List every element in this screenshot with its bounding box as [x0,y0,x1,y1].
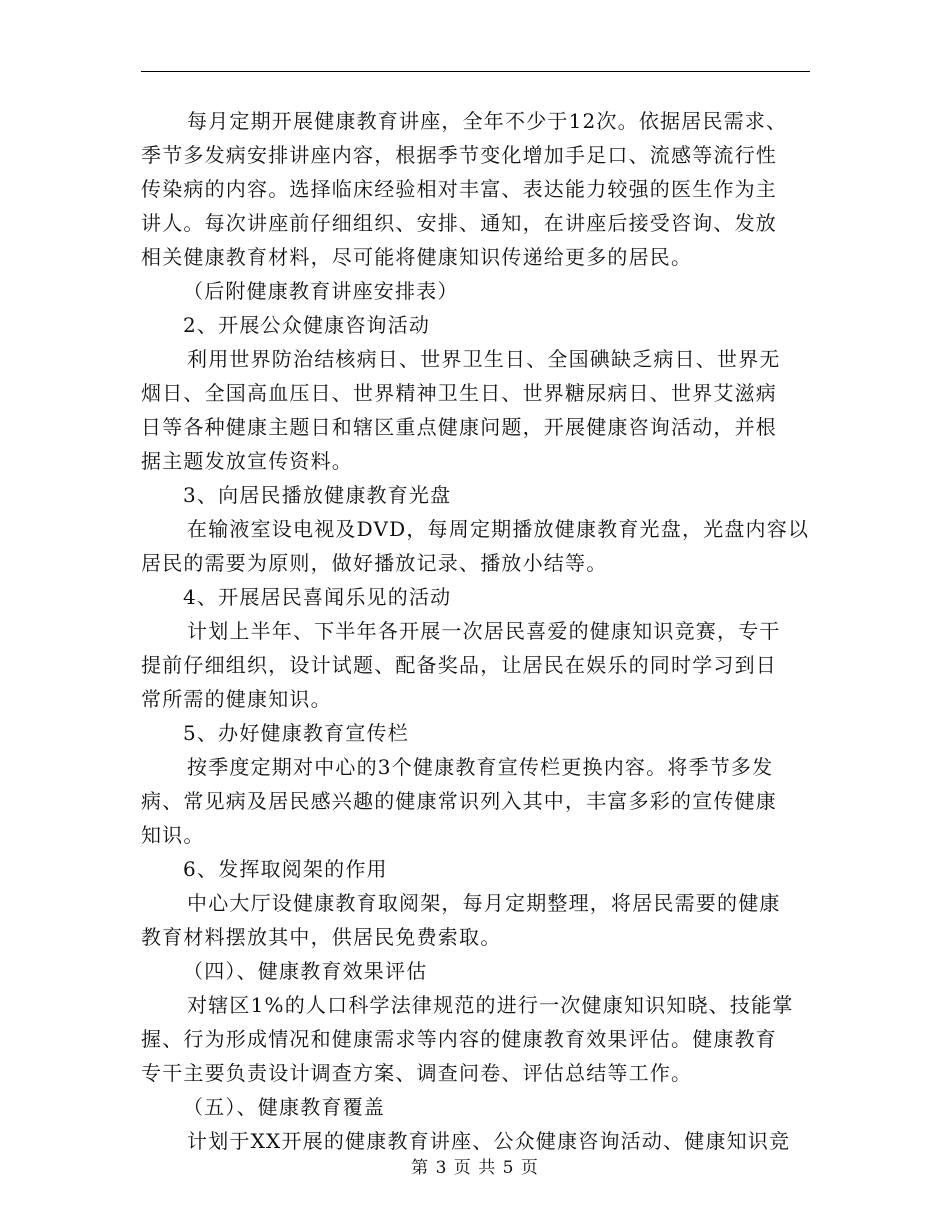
paragraph-line: 烟日、全国高血压日、世界精神卫生日、世界糖尿病日、世界艾滋病 [141,381,777,405]
paragraph-line: 按季度定期对中心的3个健康教育宣传栏更换内容。将季节多发 [187,755,774,779]
header-rule [141,71,810,72]
paragraph-line: 计划于XX开展的健康教育讲座、公众健康咨询活动、健康知识竞 [187,1129,791,1153]
paragraph-line: 提前仔细组织，设计试题、配备奖品，让居民在娱乐的同时学习到日 [141,653,777,677]
paragraph-line: 握、行为形成情况和健康需求等内容的健康教育效果评估。健康教育 [141,1027,777,1051]
section-heading: （五）、健康教育覆盖 [183,1095,385,1119]
page-footer: 第 3 页 共 5 页 [411,1158,539,1178]
paragraph-line: 计划上半年、下半年各开展一次居民喜爱的健康知识竞赛，专干 [187,619,781,643]
paragraph-line: 教育材料摆放其中，供居民免费索取。 [141,925,502,949]
paragraph-line: 相关健康教育材料，尽可能将健康知识传递给更多的居民。 [141,245,693,269]
paragraph-line: 每月定期开展健康教育讲座，全年不少于12次。依据居民需求、 [187,109,788,133]
paragraph-line: 讲人。每次讲座前仔细组织、安排、通知，在讲座后接受咨询、发放 [141,211,777,235]
paragraph-line: 季节多发病安排讲座内容，根据季节变化增加手足口、流感等流行性 [141,143,777,167]
paragraph-line: 病、常见病及居民感兴趣的健康常识列入其中，丰富多彩的宣传健康 [141,789,777,813]
paragraph-line: 在输液室设电视及DVD，每周定期播放健康教育光盘，光盘内容以 [187,517,810,541]
paragraph-line: 对辖区1%的人口科学法律规范的进行一次健康知识知晓、技能掌 [187,993,794,1017]
section-heading: 5、办好健康教育宣传栏 [183,721,409,745]
section-heading: 3、向居民播放健康教育光盘 [183,483,452,507]
paragraph-line: 日等各种健康主题日和辖区重点健康问题，开展健康咨询活动，并根 [141,415,777,439]
paragraph-line: 居民的需要为原则，做好播放记录、播放小结等。 [141,551,608,575]
paragraph-line: 中心大厅设健康教育取阅架，每月定期整理，将居民需要的健康 [187,891,781,915]
paragraph-line: 常所需的健康知识。 [141,687,332,711]
document-body [141,104,810,1158]
section-heading: 6、发挥取阅架的作用 [183,857,388,881]
paragraph-line: 据主题发放宣传资料。 [141,449,353,473]
paragraph-line: 传染病的内容。选择临床经验相对丰富、表达能力较强的医生作为主 [141,177,777,201]
paragraph-line: 专干主要负责设计调查方案、调查问卷、评估总结等工作。 [141,1061,693,1085]
section-heading: （四）、健康教育效果评估 [183,959,428,983]
paragraph-line: 利用世界防治结核病日、世界卫生日、全国碘缺乏病日、世界无 [187,347,781,371]
note-line: （后附健康教育讲座安排表） [183,279,459,303]
section-heading: 2、开展公众健康咨询活动 [183,313,431,337]
paragraph-line: 知识。 [141,823,205,847]
section-heading: 4、开展居民喜闻乐见的活动 [183,585,452,609]
